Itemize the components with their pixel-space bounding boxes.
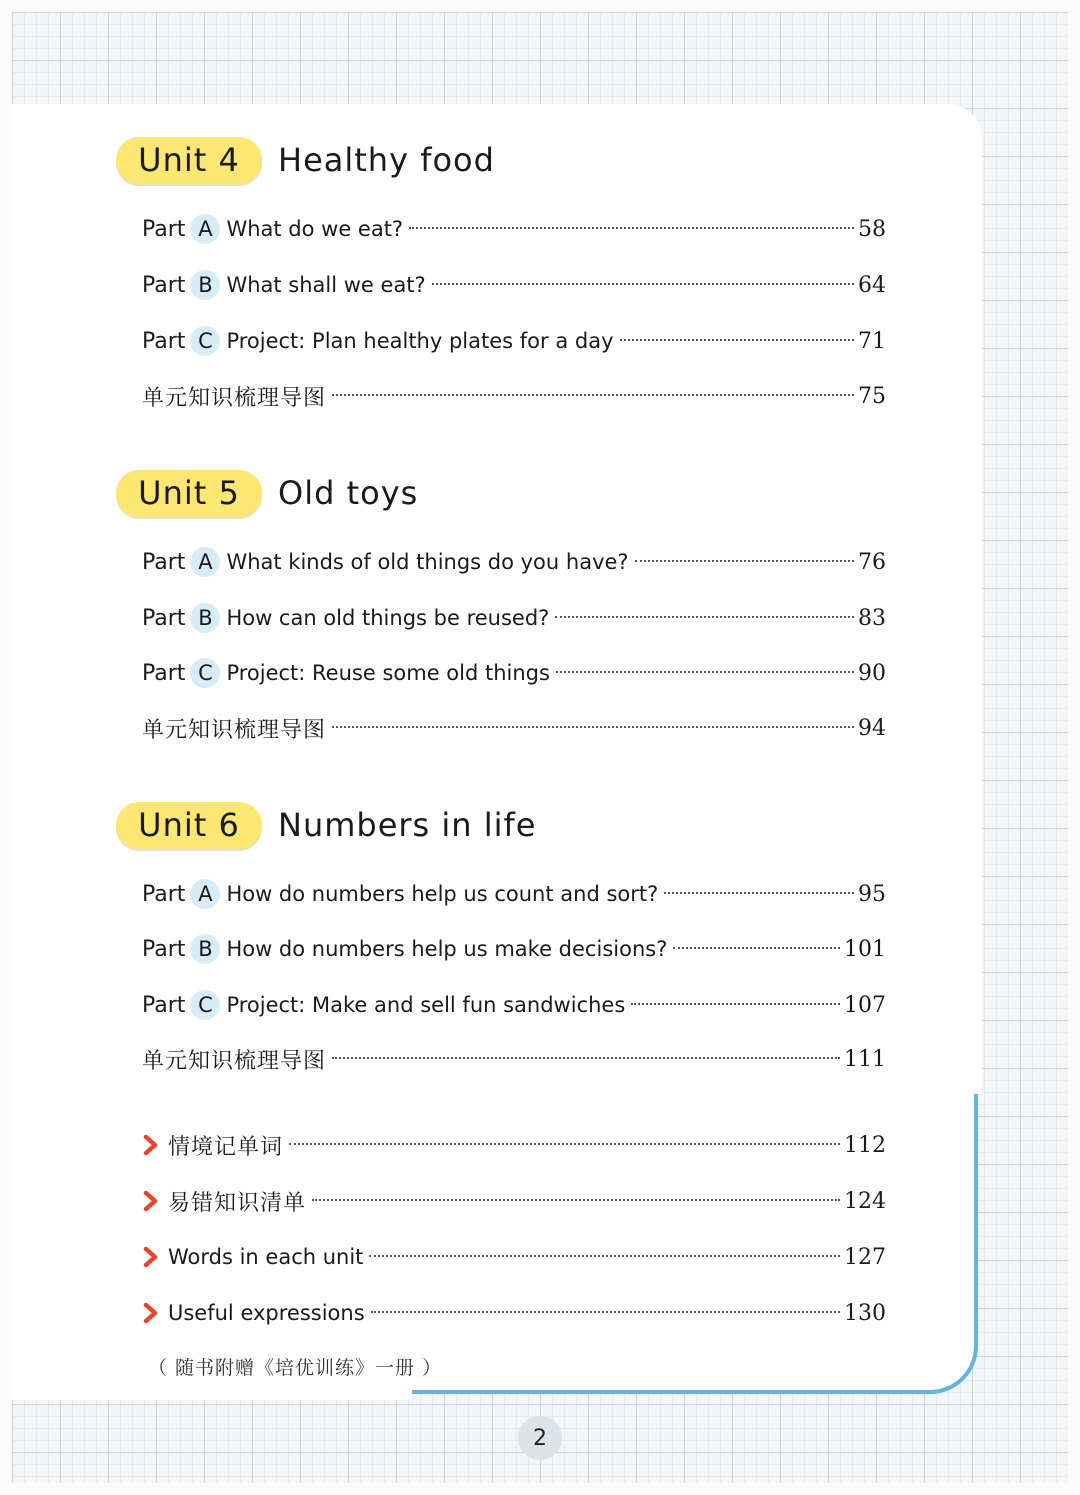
unit-label: Unit 6: [138, 806, 240, 844]
entry-page-number: 107: [844, 992, 886, 1018]
dot-leader: [289, 1143, 840, 1145]
entry-title: Project: Plan healthy plates for a day: [226, 329, 614, 353]
unit-header-6: [116, 801, 536, 849]
entry-title: Project: Reuse some old things: [226, 661, 550, 685]
dot-leader: [620, 339, 855, 341]
part-word: Part: [142, 881, 186, 907]
unit-label: Unit 5: [138, 474, 240, 512]
toc-entry[interactable]: [142, 877, 886, 911]
unit-label: Unit 4: [138, 141, 240, 179]
toc-extra-entry[interactable]: [142, 1184, 886, 1218]
entry-title: 易错知识清单: [168, 1190, 307, 1216]
entry-title: What do we eat?: [226, 217, 404, 241]
dot-leader: [673, 947, 840, 949]
supplement-note: （ 随书附赠《培优训练》一册 ）: [148, 1357, 443, 1379]
entry-title: What kinds of old things do you have?: [226, 550, 629, 574]
entry-page-number: 76: [858, 549, 886, 575]
dot-leader: [555, 616, 854, 618]
entry-page-number: 94: [858, 715, 886, 741]
entry-page-number: 58: [858, 216, 886, 242]
entry-title: 单元知识梳理导图: [142, 717, 327, 743]
dot-leader: [312, 1199, 840, 1201]
entry-page-number: 64: [858, 272, 886, 298]
entry-page-number: 90: [858, 660, 886, 686]
toc-extra-entry[interactable]: [142, 1240, 886, 1274]
part-letter-badge: C: [190, 326, 220, 356]
chevron-right-icon: [142, 1188, 160, 1214]
dot-leader: [432, 283, 854, 285]
entry-page-number: 95: [858, 881, 886, 907]
part-letter-badge: C: [190, 658, 220, 688]
entry-page-number: 71: [858, 328, 886, 354]
part-word: Part: [142, 328, 186, 354]
part-letter-badge: B: [190, 603, 220, 633]
part-word: Part: [142, 549, 186, 575]
entry-page-number: 111: [844, 1046, 886, 1072]
unit-header-4: [116, 136, 495, 184]
toc-entry[interactable]: [142, 711, 886, 745]
entry-title: 单元知识梳理导图: [142, 385, 327, 411]
dot-leader: [369, 1255, 840, 1257]
entry-page-number: 127: [844, 1244, 886, 1270]
dot-leader: [631, 1003, 840, 1005]
part-word: Part: [142, 936, 186, 962]
unit-badge: [116, 137, 262, 183]
toc-entry[interactable]: [142, 545, 886, 579]
unit-title: Numbers in life: [278, 806, 537, 844]
entry-page-number: 112: [844, 1132, 886, 1158]
unit-title: Old toys: [278, 474, 419, 512]
part-word: Part: [142, 216, 186, 242]
part-letter-badge: A: [190, 214, 220, 244]
part-letter-badge: B: [190, 934, 220, 964]
page-number-badge: 2: [518, 1416, 562, 1460]
entry-title: What shall we eat?: [226, 273, 426, 297]
entry-title: How can old things be reused?: [226, 606, 550, 630]
dot-leader: [556, 671, 854, 673]
entry-title: Useful expressions: [168, 1301, 365, 1325]
unit-badge: [116, 470, 262, 516]
part-word: Part: [142, 660, 186, 686]
entry-title: 情境记单词: [168, 1134, 284, 1160]
dot-leader: [371, 1311, 840, 1313]
part-letter-badge: A: [190, 879, 220, 909]
toc-entry[interactable]: [142, 656, 886, 690]
entry-page-number: 75: [858, 383, 886, 409]
entry-title: How do numbers help us make decisions?: [226, 937, 668, 961]
dot-leader: [409, 227, 854, 229]
entry-title: Words in each unit: [168, 1245, 364, 1269]
toc-entry[interactable]: [142, 324, 886, 358]
entry-page-number: 124: [844, 1188, 886, 1214]
part-letter-badge: B: [190, 270, 220, 300]
entry-title: 单元知识梳理导图: [142, 1048, 327, 1074]
chevron-right-icon: [142, 1244, 160, 1270]
dot-leader: [332, 394, 854, 396]
entry-title: Project: Make and sell fun sandwiches: [226, 993, 626, 1017]
part-letter-badge: A: [190, 547, 220, 577]
unit-title: Healthy food: [278, 141, 495, 179]
dot-leader: [635, 560, 854, 562]
part-letter-badge: C: [190, 990, 220, 1020]
entry-page-number: 130: [844, 1300, 886, 1326]
toc-entry[interactable]: [142, 601, 886, 635]
part-word: Part: [142, 272, 186, 298]
dot-leader: [664, 892, 854, 894]
dot-leader: [332, 726, 854, 728]
unit-header-5: [116, 469, 418, 517]
entry-page-number: 83: [858, 605, 886, 631]
chevron-right-icon: [142, 1132, 160, 1158]
toc-extra-entry[interactable]: [142, 1128, 886, 1162]
toc-entry[interactable]: [142, 1042, 886, 1076]
dot-leader: [332, 1057, 840, 1059]
toc-entry[interactable]: [142, 379, 886, 413]
toc-entry[interactable]: [142, 932, 886, 966]
part-word: Part: [142, 992, 186, 1018]
entry-title: How do numbers help us count and sort?: [226, 882, 659, 906]
toc-entry[interactable]: [142, 212, 886, 246]
entry-page-number: 101: [844, 936, 886, 962]
toc-extra-entry[interactable]: [142, 1296, 886, 1330]
part-word: Part: [142, 605, 186, 631]
unit-badge: [116, 802, 262, 848]
chevron-right-icon: [142, 1300, 160, 1326]
toc-entry[interactable]: [142, 268, 886, 302]
toc-entry[interactable]: [142, 988, 886, 1022]
